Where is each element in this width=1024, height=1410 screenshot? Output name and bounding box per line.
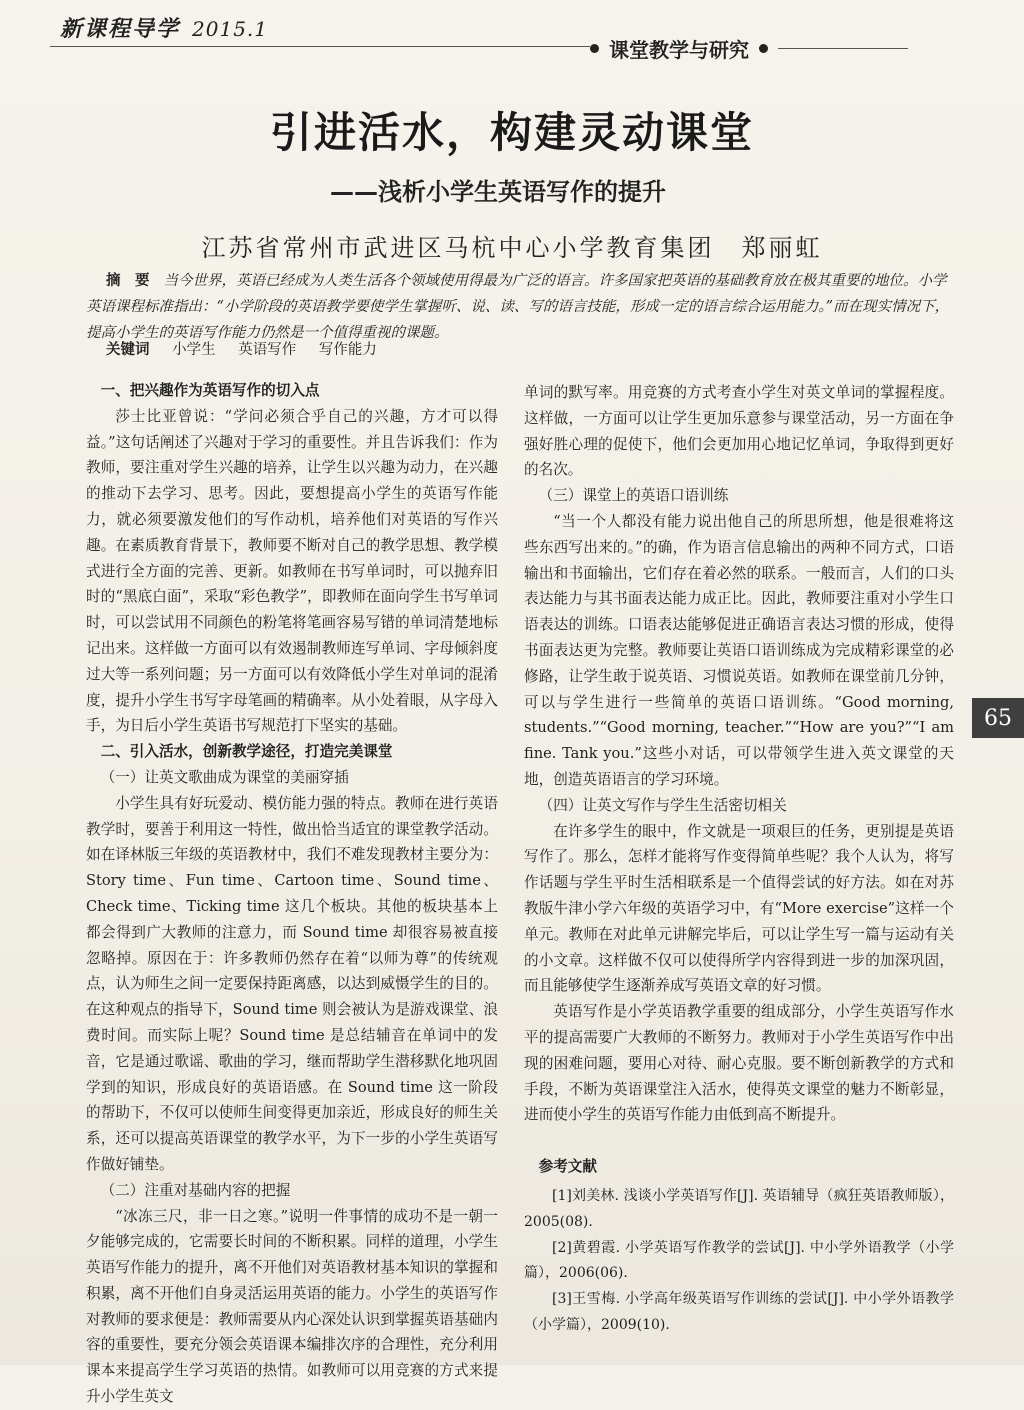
bullet-dot-icon: [759, 44, 768, 53]
reference-item: [1]刘美林. 浅谈小学英语写作[J]. 英语辅导（疯狂英语教师版），2005(08).: [524, 1187, 954, 1230]
section-tag-label: 课堂教学与研究: [609, 38, 749, 62]
journal-masthead: [60, 12, 268, 43]
journal-name: 新课程导学: [60, 16, 181, 42]
abstract-text: 当今世界，英语已经成为人类生活各个领域使用得最为广泛的语言。许多国家把英语的基础教育放在极其重要的地位。小学英语课程标准指出：“小学阶段的英语教学要使学生掌握听、说、读、写的语言技能，形成一定的语言综合运用能力。”而在现实情况下，提高小学生的英语写作能力仍然是一个值得重视的课题。: [86, 273, 950, 341]
reference-item: [3]王雪梅. 小学高年级英语写作训练的尝试[J]. 中小学外语教学（小学篇），2009(10).: [524, 1291, 954, 1333]
abstract: [86, 268, 956, 346]
article-author: 江苏省常州市武进区马杭中心小学教育集团 郑丽虹: [201, 234, 823, 262]
right-column: [524, 380, 954, 1339]
page-number: 65: [972, 698, 1024, 738]
paragraph: 在许多学生的眼中，作文就是一项艰巨的任务，更别提是英语写作了。那么，怎样才能将写作变得简单些呢？我个人认为，将写作话题与学生平时生活相联系是一个值得尝试的好方法。如在对苏教版牛津小学六年级的英语学习中，有“More exercise”这样一个单元。教师在对此单元讲解完毕后，可以让学生写一篇与运动有关的小文章。这样做不仅可以使得所学内容得到进一步的加深巩固，而且能够使学生逐渐养成写英语文章的好习惯。: [524, 822, 954, 995]
journal-issue: 2015.1: [192, 17, 268, 41]
article-subtitle: ——浅析小学生英语写作的提升: [330, 178, 666, 206]
subsection-heading: （二）注重对基础内容的把握: [100, 1181, 291, 1199]
article-title: 引进活水，构建灵动课堂: [269, 108, 754, 157]
section-tag: [590, 34, 908, 63]
paragraph: 单词的默写率。用竞赛的方式考查小学生对英文单词的掌握程度。这样做，一方面可以让学生更加乐意参与课堂活动，另一方面在争强好胜心理的促使下，他们会更加用心地记忆单词，争取得到更好的名次。: [524, 384, 954, 479]
section-heading: 二、引入活水，创新教学途径，打造完美课堂: [100, 743, 393, 761]
paragraph: 小学生具有好玩爱动、模仿能力强的特点。教师在进行英语教学时，要善于利用这一特性，做出恰当适宜的课堂教学活动。如在译林版三年级的英语教材中，我们不难发现教材主要分为：Story time、Fun time、Cartoon time、Sound time、Check time、Ticking time 这几个板块。其他的板块基本上都会得到广大教师的注意力，而 Sound time 却很容易被直接忽略掉。原因在于：许多教师仍然存在着“以师为尊”的传统观点，认为师生之间一定要保持距离感，以达到威慑学生的目的。在这种观点的指导下，Sound time 则会被认为是游戏课堂、浪费时间。而实际上呢？Sound time 是总结辅音在单词中的发音，它是通过歌谣、歌曲的学习，继而帮助学生潜移默化地巩固学到的知识，形成良好的英语语感。在 Sound time 这一阶段的帮助下，不仅可以使师生间变得更加亲近，形成良好的师生关系，还可以提高英语课堂的教学水平，为下一步的小学生英语写作做好铺垫。: [86, 794, 498, 1173]
subsection-heading: （一）让英文歌曲成为课堂的美丽穿插: [100, 768, 349, 786]
header-rule: [50, 46, 590, 47]
references-heading: 参考文献: [538, 1158, 597, 1176]
left-column: [86, 378, 498, 1410]
keywords-label: 关键词: [106, 342, 150, 358]
paragraph: “当一个人都没有能力说出他自己的所思所想，他是很难将这些东西写出来的。”的确，作为语言信息输出的两种不同方式，口语输出和书面输出，它们存在着必然的联系。一般而言，人们的口头表达能力与其书面表达能力成正比。因此，教师要注重对小学生口语表达的训练。口语表达能够促进正确语言表达习惯的形成，使得书面表达更为完整。教师要让英语口语训练成为完成精彩课堂的必修路，让学生敢于说英语、习惯说英语。如教师在课堂前几分钟，可以与学生进行一些简单的英语口语训练。“Good morning, students.”“Good morning, teacher.”“How are you?”“I am fine. Tank you.”这些小对话，可以带领学生进入英文课堂的天地，创造英语语言的学习环境。: [524, 512, 954, 788]
reference-item: [2]黄碧霞. 小学英语写作教学的尝试[J]. 中小学外语教学（小学篇），2006(06).: [524, 1239, 954, 1282]
paragraph: 莎士比亚曾说：“学问必须合乎自己的兴趣，方才可以得益。”这句话阐述了兴趣对于学习的重要性。并且告诉我们：作为教师，要注重对学生兴趣的培养，让学生以兴趣为动力，在兴趣的推动下去学习、思考。因此，要想提高小学生的英语写作能力，就必须要激发他们的写作动机，培养他们对英语的写作兴趣。在素质教育背景下，教师要不断对自己的教学思想、教学模式进行全方面的完善、更新。如教师在书写单词时，可以抛弃旧时的“黑底白面”，采取“彩色教学”，即教师在面向学生书写单词时，可以尝试用不同颜色的粉笔将笔画容易写错的单词清楚地标记出来。这样做一方面可以有效遏制教师连写单词、字母倾斜度过大等一系列问题；另一方面可以有效降低小学生对单词的混淆度，提升小学生书写字母笔画的精确率。从小处着眼，从字母入手，为日后小学生英语书写规范打下坚实的基础。: [86, 407, 498, 735]
header-rule-right: [778, 48, 908, 49]
subsection-heading: （三）课堂上的英语口语训练: [538, 487, 729, 505]
keyword: 小学生: [172, 342, 216, 358]
section-heading: 一、把兴趣作为英语写作的切入点: [100, 382, 320, 399]
bullet-dot-icon: [590, 44, 599, 53]
paragraph: “冰冻三尺，非一日之寒。”说明一件事情的成功不是一朝一夕能够完成的，它需要长时间的不断积累。同样的道理，小学生英语写作能力的提升，离不开他们对英语教材基本知识的掌握和积累，离不开他们自身灵活运用英语的能力。小学生的英语写作对教师的要求便是：教师需要从内心深处认识到掌握英语基础内容的重要性，要充分领会英语课本编排次序的合理性，充分利用课本来提高学生学习英语的热情。如教师可以用竞赛的方式来提升小学生英文: [86, 1207, 498, 1406]
keyword: 英语写作: [238, 342, 297, 358]
keyword: 写作能力: [318, 342, 377, 358]
subsection-heading: （四）让英文写作与学生生活密切相关: [538, 796, 787, 814]
abstract-label: 摘 要: [106, 273, 150, 289]
paragraph: 英语写作是小学英语教学重要的组成部分，小学生英语写作水平的提高需要广大教师的不断努力。教师对于小学生英语写作中出现的困难问题，要用心对待、耐心克服。要不断创新教学的方式和手段，不断为英语课堂注入活水，使得英文课堂的魅力不断彰显，进而使小学生的英语写作能力由低到高不断提升。: [524, 1003, 954, 1124]
keywords: [106, 338, 395, 359]
